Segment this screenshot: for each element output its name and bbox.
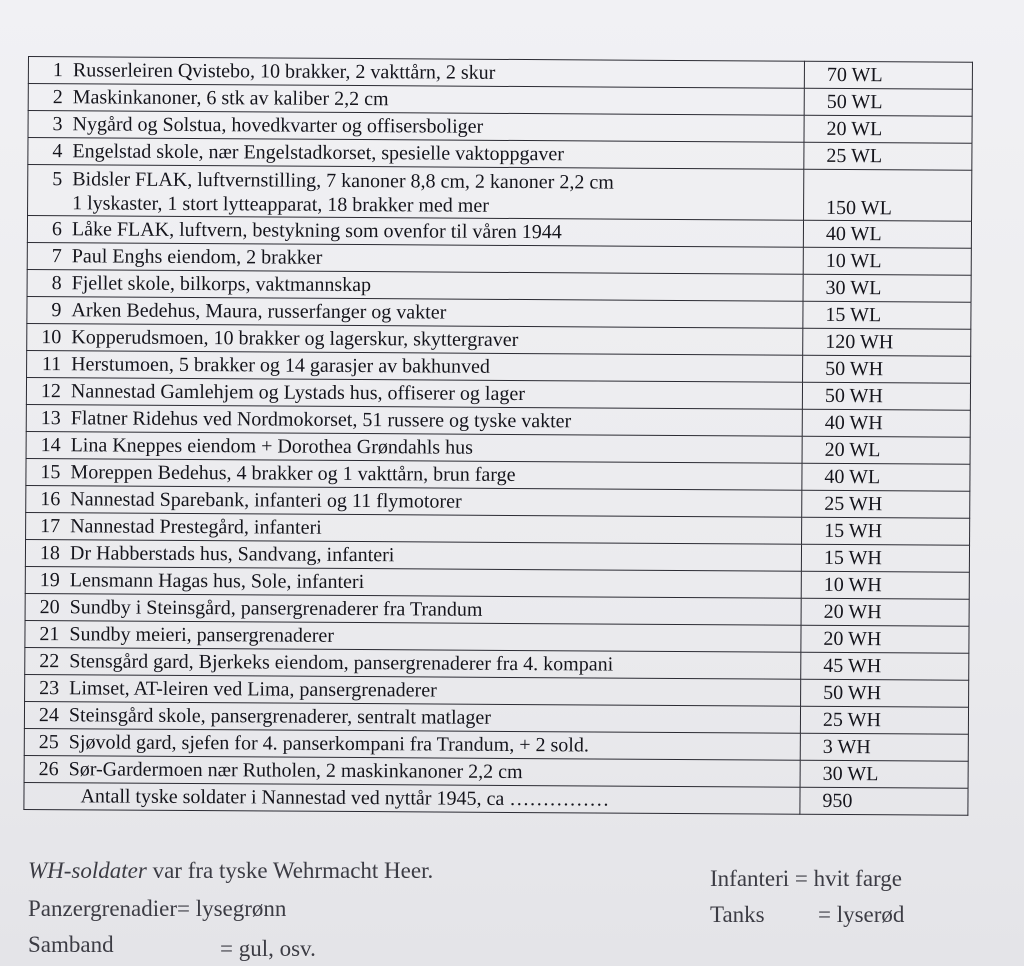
row-number: 6 <box>51 218 63 241</box>
row-description <box>25 620 801 652</box>
row-number: 4 <box>52 140 63 163</box>
row-text: Nannestad Gamlehjem og Lystads hus, offiserer og lager <box>70 380 525 406</box>
note-panzer: Panzergrenadier= lysegrønn <box>28 896 287 921</box>
row-description <box>28 57 804 89</box>
row-number: 20 <box>39 596 60 619</box>
row-description <box>25 566 801 598</box>
row-count: 15 WL <box>803 301 971 329</box>
row-text: Lina Kneppes eiendom + Dorothea Grøndahls hus <box>70 434 473 459</box>
legend-notes <box>28 858 988 966</box>
table-body <box>24 57 973 816</box>
row-description <box>28 165 804 221</box>
row-count: 20 WL <box>802 436 970 464</box>
row-count: 50 WH <box>803 355 971 383</box>
row-number: 18 <box>39 542 61 565</box>
row-number: 1 <box>52 59 63 82</box>
row-count: 50 WH <box>801 679 969 707</box>
row-count: 25 WH <box>800 706 968 734</box>
row-number: 21 <box>39 623 60 646</box>
row-description <box>26 377 802 409</box>
row-count: 15 WH <box>801 544 969 572</box>
row-number: 9 <box>51 299 62 322</box>
row-text: Sundby i Steinsgård, pansergrenaderer fra Trandum <box>69 596 483 621</box>
row-number: 3 <box>52 113 63 136</box>
row-text: Stensgård gard, Bjerkeks eiendom, pansergrenaderer fra 4. kompani <box>69 650 614 676</box>
row-text: Maskinkanoner, 6 stk av kaliber 2,2 cm <box>72 86 389 111</box>
note-wh-text: var fra tyske Wehrmacht Heer. <box>146 858 434 883</box>
row-count: 30 WL <box>803 274 971 302</box>
total-description <box>24 782 800 814</box>
row-text: Engelstad skole, nær Engelstadkorset, spesielle vaktoppgaver <box>72 140 565 166</box>
garrison-table <box>23 56 973 816</box>
row-text: Sundby meieri, pansergrenaderer <box>69 623 335 647</box>
row-count: 20 WL <box>804 115 972 143</box>
row-text: Låke FLAK, luftvern, bestykning som ovenfor til våren 1944 <box>71 218 562 244</box>
row-count: 40 WH <box>802 409 970 437</box>
row-text: Dr Habberstads hus, Sandvang, infanteri <box>69 542 395 567</box>
total-label: Antall tyske soldater i Nannestad ved nyttår 1945, ca …………… <box>80 785 610 811</box>
row-count: 150 WL <box>804 169 972 221</box>
row-description <box>26 404 802 436</box>
row-text: Limset, AT-leiren ved Lima, pansergrenaderer <box>69 677 437 702</box>
row-text: Russerleiren Qvistebo, 10 brakker, 2 vakttårn, 2 skur <box>72 59 496 84</box>
total-row <box>24 782 968 815</box>
row-number: 17 <box>40 515 61 538</box>
row-number: 16 <box>40 488 61 511</box>
note-infanteri: Infanteri = hvit farge <box>710 866 902 891</box>
row-count: 25 WH <box>802 490 970 518</box>
row-count: 10 WH <box>801 571 969 599</box>
row-text: Paul Enghs eiendom, 2 brakker <box>71 245 323 269</box>
row-description <box>27 350 803 382</box>
row-text: Sjøvold gard, sjefen for 4. panserkompani fra Trandum, + 2 sold. <box>68 731 589 757</box>
row-number: 2 <box>52 86 63 109</box>
row-description <box>27 323 803 355</box>
row-description <box>25 539 801 571</box>
row-number: 8 <box>51 272 62 295</box>
note-samband-value: = gul, osv. <box>220 936 316 961</box>
row-number: 23 <box>39 677 60 700</box>
row-count: 3 WH <box>800 733 968 761</box>
row-description <box>25 593 801 625</box>
row-number: 10 <box>41 326 62 349</box>
row-count: 40 WL <box>803 220 971 248</box>
row-count: 45 WH <box>801 652 969 680</box>
row-description <box>26 485 802 517</box>
row-count: 50 WH <box>802 382 970 410</box>
row-description <box>24 755 800 787</box>
row-number: 26 <box>38 758 59 781</box>
row-number: 19 <box>39 569 60 592</box>
row-text: Moreppen Bedehus, 4 brakker og 1 vakttårn, brun farge <box>70 461 516 486</box>
row-text: Flatner Ridehus ved Nordmokorset, 51 russere og tyske vakter <box>70 407 572 433</box>
row-text: Nannestad Prestegård, infanteri <box>70 515 322 539</box>
row-count: 40 WL <box>802 463 970 491</box>
row-description <box>24 728 800 760</box>
row-count: 50 WL <box>804 88 972 116</box>
row-number: 25 <box>38 731 59 754</box>
row-count: 10 WL <box>803 247 971 275</box>
row-description <box>27 296 803 328</box>
row-text: Fjellet skole, bilkorps, vaktmannskap <box>71 272 372 297</box>
note-wh <box>28 858 433 884</box>
table-row <box>28 165 972 222</box>
row-count: 120 WH <box>803 328 971 356</box>
row-text: Herstumoen, 5 brakker og 14 garasjer av bakhunved <box>71 353 490 378</box>
row-text: Arken Bedehus, Maura, russerfanger og vakter <box>71 299 447 324</box>
row-number: 15 <box>40 461 61 484</box>
row-description <box>27 216 803 248</box>
row-text: Nannestad Sparebank, infanteri og 11 flymotorer <box>70 488 462 513</box>
row-number: 22 <box>39 650 60 673</box>
row-count: 70 WL <box>804 61 972 89</box>
row-number: 11 <box>41 353 62 376</box>
note-tanks-value: = lyserød <box>818 902 905 927</box>
row-count: 15 WH <box>802 517 970 545</box>
row-number: 13 <box>40 407 61 430</box>
row-number: 12 <box>40 380 62 403</box>
row-description <box>25 674 801 706</box>
row-description <box>26 512 802 544</box>
row-description <box>27 269 803 301</box>
row-text-continued: 1 lyskaster, 1 stort lytteapparat, 18 brakker med mer <box>72 192 490 217</box>
note-tanks-label: Tanks <box>710 902 765 927</box>
row-count: 20 WH <box>801 625 969 653</box>
total-count: 950 <box>800 787 968 815</box>
row-description <box>26 431 802 463</box>
row-number: 24 <box>38 704 60 727</box>
row-description <box>28 138 804 170</box>
row-text: Kopperudsmoen, 10 brakker og lagerskur, skyttergraver <box>71 326 519 352</box>
row-number: 7 <box>51 245 62 268</box>
row-description <box>25 647 801 679</box>
row-description <box>24 701 800 733</box>
row-description <box>27 242 803 274</box>
row-text: Steinsgård skole, pansergrenaderer, sentralt matlager <box>68 704 492 729</box>
row-description <box>28 111 804 143</box>
row-count: 30 WL <box>800 760 968 788</box>
row-count: 20 WH <box>801 598 969 626</box>
row-description <box>26 458 802 490</box>
row-text: Lensmann Hagas hus, Sole, infanteri <box>69 569 365 594</box>
note-wh-term: WH-soldater <box>28 858 147 883</box>
row-number: 5 <box>52 168 63 191</box>
row-count: 25 WL <box>804 142 972 170</box>
row-number: 14 <box>40 434 61 457</box>
row-description <box>28 84 804 116</box>
note-samband-label: Samband <box>28 932 114 957</box>
row-text: Bidsler FLAK, luftvernstilling, 7 kanoner 8,8 cm, 2 kanoner 2,2 cm <box>72 168 614 194</box>
row-text: Sør-Gardermoen nær Rutholen, 2 maskinkanoner 2,2 cm <box>68 758 523 784</box>
row-text: Nygård og Solstua, hovedkvarter og offisersboliger <box>72 113 484 138</box>
